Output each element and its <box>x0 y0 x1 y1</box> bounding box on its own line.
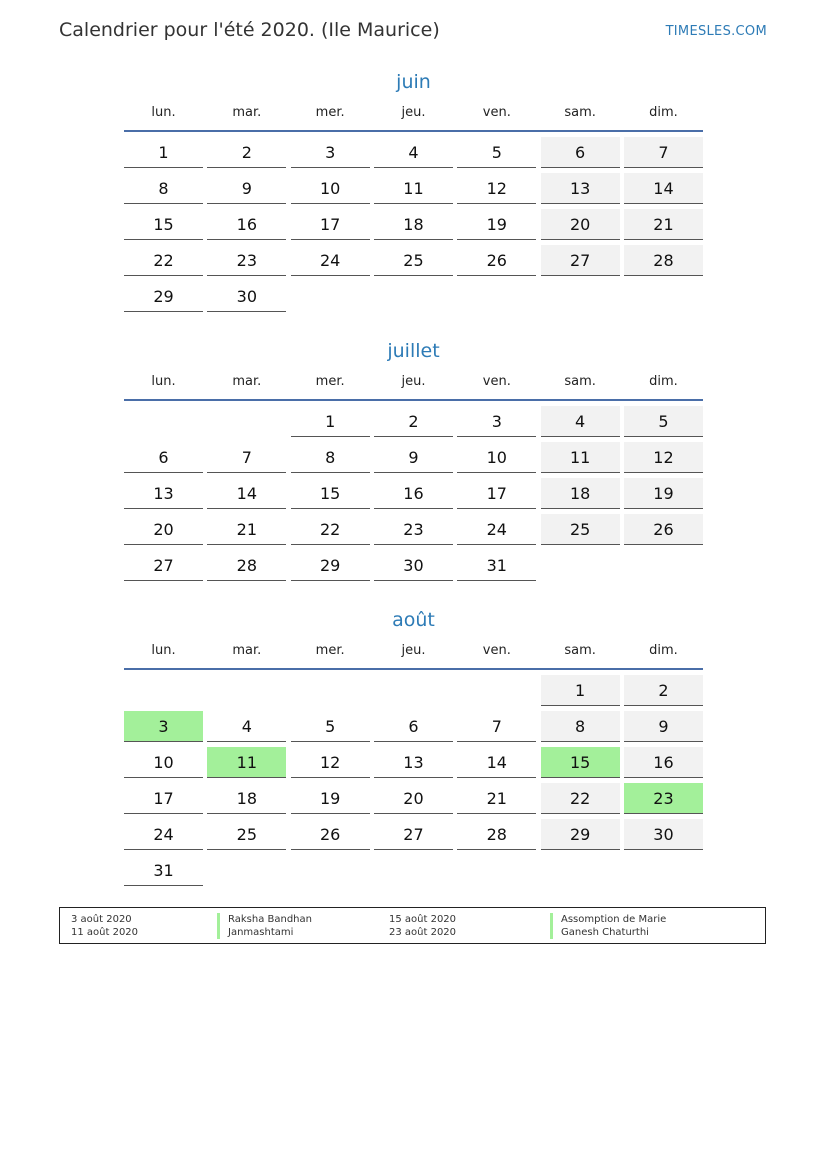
day-cell: 8 <box>291 442 370 473</box>
day-cell: 28 <box>457 819 536 850</box>
weekday-label: sam. <box>564 105 596 120</box>
day-cell: 23 <box>207 245 286 276</box>
day-cell: 22 <box>541 783 620 814</box>
day-cell: 13 <box>541 173 620 204</box>
day-cell: 13 <box>374 747 453 778</box>
day-cell: 25 <box>541 514 620 545</box>
weekday-header <box>124 641 703 670</box>
day-cell: 26 <box>291 819 370 850</box>
empty-cell <box>207 406 286 437</box>
weekday-label: sam. <box>564 643 596 658</box>
day-cell: 15 <box>124 209 203 240</box>
day-cell: 24 <box>124 819 203 850</box>
day-cell: 27 <box>541 245 620 276</box>
legend-date: 11 août 2020 <box>71 927 139 938</box>
month-june <box>124 67 703 312</box>
weekday-label: ven. <box>482 105 511 120</box>
empty-cell <box>541 550 620 581</box>
day-cell: 26 <box>457 245 536 276</box>
empty-cell <box>124 406 203 437</box>
day-cell: 16 <box>207 209 286 240</box>
day-cell: 8 <box>541 711 620 742</box>
day-cell: 7 <box>624 137 703 168</box>
day-cell: 9 <box>624 711 703 742</box>
day-cell: 3 <box>457 406 536 437</box>
legend-holiday-name: Raksha Bandhan <box>217 913 312 926</box>
day-cell: 15 <box>291 478 370 509</box>
day-cell: 21 <box>457 783 536 814</box>
empty-cell <box>457 675 536 706</box>
day-cell: 19 <box>624 478 703 509</box>
holiday-day-cell: 3 <box>124 711 203 742</box>
day-cell: 30 <box>207 281 286 312</box>
day-cell: 27 <box>124 550 203 581</box>
day-cell: 22 <box>291 514 370 545</box>
holiday-legend <box>59 907 766 944</box>
empty-cell <box>624 281 703 312</box>
weekday-label: mar. <box>232 643 262 658</box>
day-cell: 19 <box>457 209 536 240</box>
day-cell: 8 <box>124 173 203 204</box>
day-cell: 2 <box>207 137 286 168</box>
day-cell: 29 <box>291 550 370 581</box>
weekday-label: mer. <box>315 105 345 120</box>
day-cell: 20 <box>124 514 203 545</box>
month-august <box>124 605 703 886</box>
empty-cell <box>291 281 370 312</box>
day-cell: 17 <box>457 478 536 509</box>
empty-cell <box>374 675 453 706</box>
day-cell: 9 <box>207 173 286 204</box>
day-grid <box>124 137 703 312</box>
day-cell: 25 <box>374 245 453 276</box>
weekday-header <box>124 103 703 132</box>
legend-holiday-name: Assomption de Marie <box>550 913 666 926</box>
empty-cell <box>624 855 703 886</box>
month-title: août <box>392 609 435 631</box>
legend-holiday-name: Janmashtami <box>217 926 293 939</box>
weekday-label: dim. <box>649 374 678 389</box>
empty-cell <box>291 675 370 706</box>
empty-cell <box>624 550 703 581</box>
day-cell: 18 <box>374 209 453 240</box>
day-cell: 18 <box>207 783 286 814</box>
weekday-label: mar. <box>232 374 262 389</box>
day-cell: 3 <box>291 137 370 168</box>
legend-date: 3 août 2020 <box>71 914 132 925</box>
empty-cell <box>374 855 453 886</box>
day-grid <box>124 406 703 581</box>
weekday-label: dim. <box>649 643 678 658</box>
day-cell: 18 <box>541 478 620 509</box>
day-cell: 23 <box>374 514 453 545</box>
day-cell: 24 <box>457 514 536 545</box>
day-cell: 30 <box>374 550 453 581</box>
weekday-label: sam. <box>564 374 596 389</box>
day-cell: 14 <box>207 478 286 509</box>
holiday-day-cell: 11 <box>207 747 286 778</box>
holiday-day-cell: 23 <box>624 783 703 814</box>
day-cell: 25 <box>207 819 286 850</box>
day-cell: 13 <box>124 478 203 509</box>
day-cell: 17 <box>291 209 370 240</box>
month-title: juillet <box>387 340 440 362</box>
day-cell: 4 <box>541 406 620 437</box>
weekday-label: jeu. <box>401 643 426 658</box>
day-cell: 4 <box>374 137 453 168</box>
day-cell: 2 <box>624 675 703 706</box>
empty-cell <box>541 281 620 312</box>
day-cell: 5 <box>291 711 370 742</box>
weekday-label: mar. <box>232 105 262 120</box>
day-cell: 5 <box>457 137 536 168</box>
day-grid <box>124 675 703 886</box>
day-cell: 27 <box>374 819 453 850</box>
weekday-label: ven. <box>482 374 511 389</box>
empty-cell <box>207 675 286 706</box>
day-cell: 28 <box>207 550 286 581</box>
day-cell: 10 <box>291 173 370 204</box>
day-cell: 1 <box>291 406 370 437</box>
day-cell: 9 <box>374 442 453 473</box>
day-cell: 14 <box>457 747 536 778</box>
day-cell: 24 <box>291 245 370 276</box>
day-cell: 6 <box>374 711 453 742</box>
weekday-header <box>124 372 703 401</box>
legend-holiday-name: Ganesh Chaturthi <box>550 926 649 939</box>
weekday-label: jeu. <box>401 374 426 389</box>
day-cell: 20 <box>374 783 453 814</box>
day-cell: 28 <box>624 245 703 276</box>
weekday-label: lun. <box>151 643 176 658</box>
empty-cell <box>457 855 536 886</box>
day-cell: 1 <box>124 137 203 168</box>
empty-cell <box>207 855 286 886</box>
month-title: juin <box>396 71 431 93</box>
day-cell: 16 <box>624 747 703 778</box>
empty-cell <box>291 855 370 886</box>
day-cell: 26 <box>624 514 703 545</box>
day-cell: 6 <box>124 442 203 473</box>
day-cell: 21 <box>624 209 703 240</box>
day-cell: 12 <box>457 173 536 204</box>
month-july <box>124 336 703 581</box>
day-cell: 29 <box>541 819 620 850</box>
day-cell: 29 <box>124 281 203 312</box>
legend-date: 23 août 2020 <box>389 927 457 938</box>
weekday-label: lun. <box>151 105 176 120</box>
empty-cell <box>124 675 203 706</box>
day-cell: 11 <box>541 442 620 473</box>
day-cell: 10 <box>457 442 536 473</box>
day-cell: 11 <box>374 173 453 204</box>
day-cell: 5 <box>624 406 703 437</box>
day-cell: 30 <box>624 819 703 850</box>
day-cell: 17 <box>124 783 203 814</box>
day-cell: 7 <box>457 711 536 742</box>
brand-link[interactable]: TIMESLES.COM <box>665 24 767 39</box>
day-cell: 1 <box>541 675 620 706</box>
day-cell: 12 <box>624 442 703 473</box>
day-cell: 20 <box>541 209 620 240</box>
empty-cell <box>457 281 536 312</box>
weekday-label: mer. <box>315 374 345 389</box>
page-title: Calendrier pour l'été 2020. (Ile Maurice) <box>59 19 440 41</box>
day-cell: 31 <box>457 550 536 581</box>
holiday-day-cell: 15 <box>541 747 620 778</box>
weekday-label: ven. <box>482 643 511 658</box>
day-cell: 10 <box>124 747 203 778</box>
empty-cell <box>374 281 453 312</box>
day-cell: 31 <box>124 855 203 886</box>
day-cell: 12 <box>291 747 370 778</box>
day-cell: 4 <box>207 711 286 742</box>
weekday-label: lun. <box>151 374 176 389</box>
day-cell: 22 <box>124 245 203 276</box>
day-cell: 16 <box>374 478 453 509</box>
day-cell: 2 <box>374 406 453 437</box>
day-cell: 14 <box>624 173 703 204</box>
weekday-label: jeu. <box>401 105 426 120</box>
empty-cell <box>541 855 620 886</box>
day-cell: 19 <box>291 783 370 814</box>
day-cell: 7 <box>207 442 286 473</box>
legend-date: 15 août 2020 <box>389 914 457 925</box>
day-cell: 21 <box>207 514 286 545</box>
weekday-label: mer. <box>315 643 345 658</box>
weekday-label: dim. <box>649 105 678 120</box>
day-cell: 6 <box>541 137 620 168</box>
